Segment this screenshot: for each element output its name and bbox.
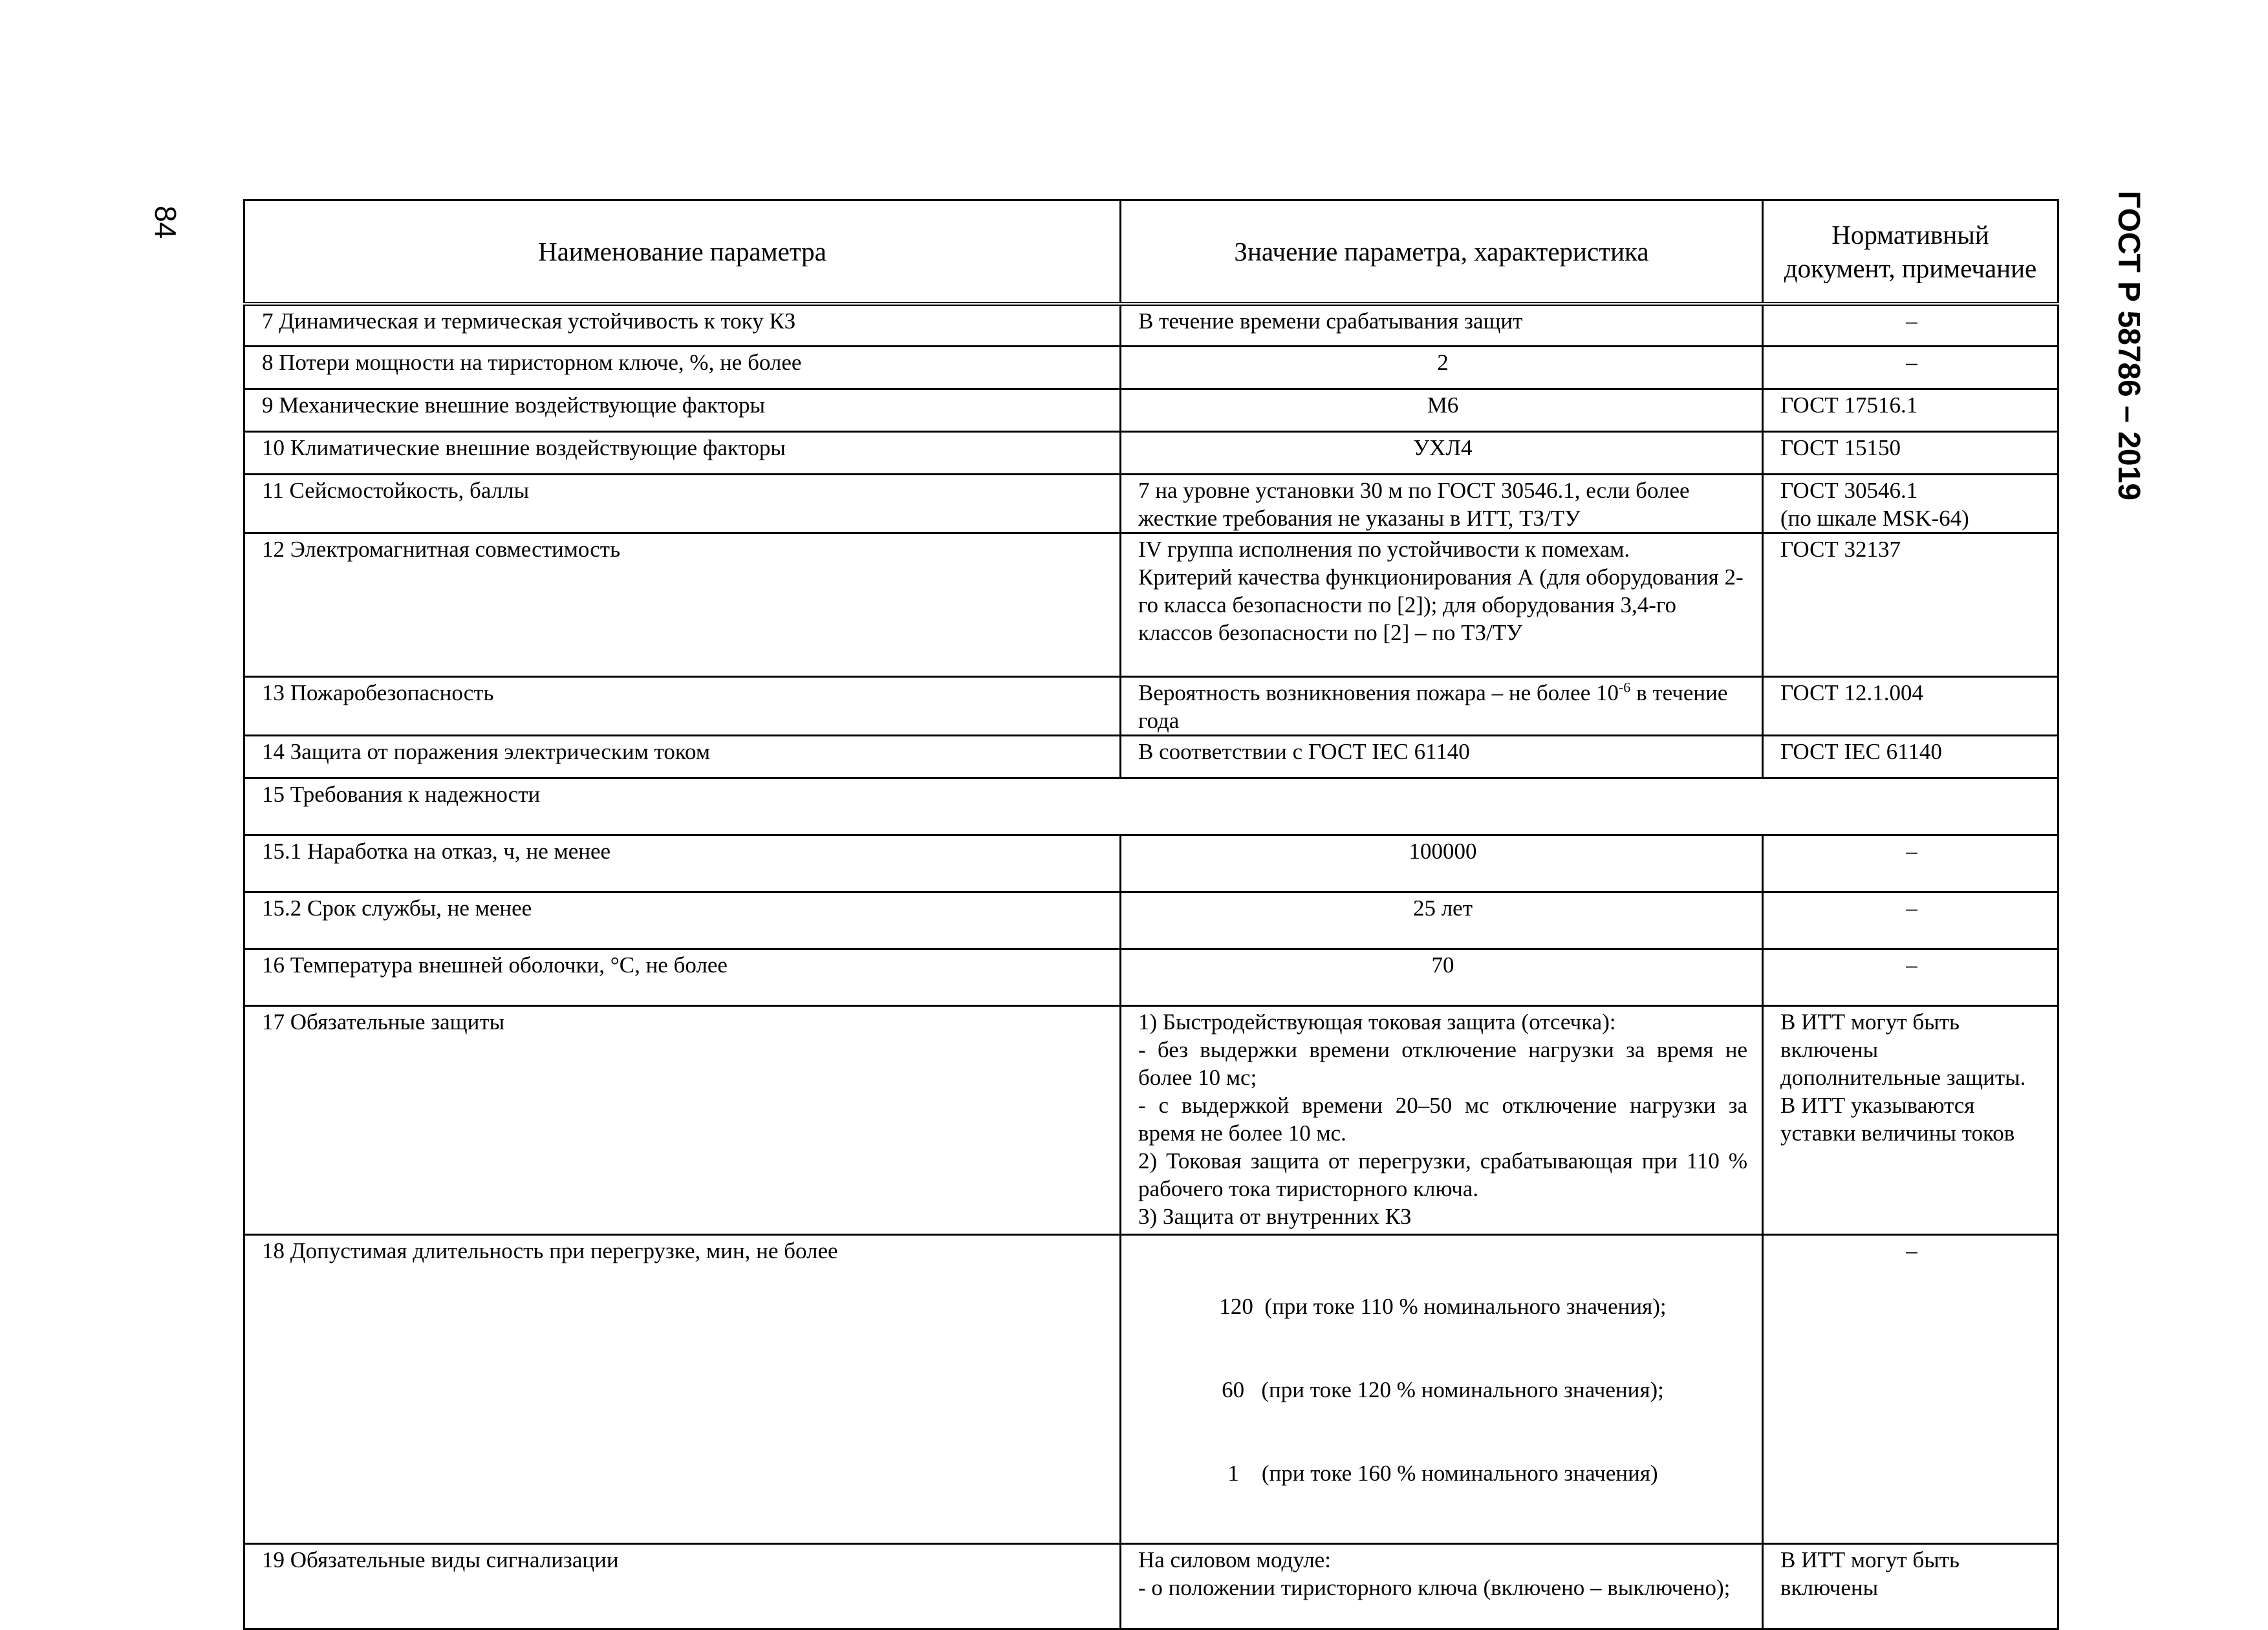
param-value-line: На силовом модуле: bbox=[1138, 1547, 1331, 1572]
param-value: 100000 bbox=[1121, 835, 1763, 892]
param-doc: – bbox=[1763, 835, 2058, 892]
param-doc: ГОСТ 15150 bbox=[1763, 432, 2058, 475]
param-doc-line: (по шкале MSK-64) bbox=[1780, 506, 1969, 531]
param-value: М6 bbox=[1121, 389, 1763, 432]
param-name: 15.1 Наработка на отказ, ч, не менее bbox=[244, 835, 1121, 892]
table-row bbox=[244, 1235, 2058, 1544]
param-doc-line: ГОСТ 30546.1 bbox=[1780, 478, 1918, 503]
param-value bbox=[1121, 533, 1763, 677]
table-row bbox=[244, 736, 2058, 778]
param-value bbox=[1121, 1235, 1763, 1544]
param-value-line: IV группа исполнения по устойчивости к помехам. bbox=[1138, 537, 1630, 562]
param-value: 7 на уровне установки 30 м по ГОСТ 30546.1, если более жесткие требования не указаны в ИТТ, ТЗ/ТУ bbox=[1121, 475, 1763, 533]
table-row bbox=[244, 533, 2058, 677]
param-value-line: 60 (при токе 120 % номинального значения); bbox=[1222, 1377, 1664, 1402]
table-row bbox=[244, 347, 2058, 389]
param-value bbox=[1121, 1006, 1763, 1235]
param-doc: ГОСТ 32137 bbox=[1763, 533, 2058, 677]
param-name: 7 Динамическая и термическая устойчивость к току КЗ bbox=[244, 304, 1121, 347]
param-doc: ГОСТ 17516.1 bbox=[1763, 389, 2058, 432]
table-row bbox=[244, 1544, 2058, 1629]
param-value-line: - без выдержки времени отключение нагрузки за время не более 10 мс; bbox=[1138, 1037, 1747, 1090]
table-section-row bbox=[244, 778, 2058, 835]
param-value bbox=[1121, 677, 1763, 736]
table-row bbox=[244, 475, 2058, 533]
param-doc-line: В ИТТ указываются уставки величины токов bbox=[1780, 1093, 2015, 1146]
param-name: 10 Климатические внешние воздействующие факторы bbox=[244, 432, 1121, 475]
param-value-line: 1 (при токе 160 % номинального значения) bbox=[1227, 1461, 1658, 1486]
header-normative-document: Нормативный документ, примечание bbox=[1763, 200, 2058, 304]
param-value: УХЛ4 bbox=[1121, 432, 1763, 475]
section-title: 15 Требования к надежности bbox=[244, 778, 2058, 835]
param-value-line: 2) Токовая защита от перегрузки, срабатывающая при 110 % рабочего тока тиристорного ключа. bbox=[1138, 1148, 1747, 1201]
param-value-text: в течение года bbox=[1138, 680, 1728, 733]
param-doc: – bbox=[1763, 347, 2058, 389]
param-value-line: - с выдержкой времени 20–50 мс отключение нагрузки за время не более 10 мс. bbox=[1138, 1093, 1747, 1146]
table-row bbox=[244, 304, 2058, 347]
param-doc bbox=[1763, 1006, 2058, 1235]
param-name: 17 Обязательные защиты bbox=[244, 1006, 1121, 1235]
table-row bbox=[244, 677, 2058, 736]
param-name: 18 Допустимая длительность при перегрузке, мин, не более bbox=[244, 1235, 1121, 1544]
param-value-exponent: -6 bbox=[1618, 679, 1631, 696]
param-value: В течение времени срабатывания защит bbox=[1121, 304, 1763, 347]
param-name: 15.2 Срок службы, не менее bbox=[244, 892, 1121, 949]
param-doc: – bbox=[1763, 304, 2058, 347]
param-value-line: 3) Защита от внутренних КЗ bbox=[1138, 1204, 1412, 1229]
page-number: 84 bbox=[149, 206, 182, 239]
document-designation: ГОСТ Р 58786 – 2019 bbox=[2111, 191, 2146, 501]
param-value-line: Критерий качества функционирования А (для оборудования 2-го класса безопасности по [2]); для оборудования 3,4-го классов безопасности по [2] – по ТЗ/ТУ bbox=[1138, 564, 1744, 645]
param-doc: – bbox=[1763, 949, 2058, 1006]
param-value: 70 bbox=[1121, 949, 1763, 1006]
param-value: В соответствии с ГОСТ IEC 61140 bbox=[1121, 736, 1763, 778]
table-row bbox=[244, 949, 2058, 1006]
param-name: 9 Механические внешние воздействующие факторы bbox=[244, 389, 1121, 432]
table-row bbox=[244, 432, 2058, 475]
param-doc: – bbox=[1763, 892, 2058, 949]
table-row bbox=[244, 892, 2058, 949]
param-doc: В ИТТ могут быть включены bbox=[1763, 1544, 2058, 1629]
param-doc: – bbox=[1763, 1235, 2058, 1544]
param-value: 25 лет bbox=[1121, 892, 1763, 949]
param-value-line: 1) Быстродействующая токовая защита (отсечка): bbox=[1138, 1009, 1616, 1035]
param-doc-line: В ИТТ могут быть включены дополнительные защиты. bbox=[1780, 1009, 2026, 1090]
param-name: 14 Защита от поражения электрическим током bbox=[244, 736, 1121, 778]
param-doc: ГОСТ IEC 61140 bbox=[1763, 736, 2058, 778]
parameters-table bbox=[243, 199, 2059, 1630]
param-value-line: 120 (при токе 110 % номинального значения); bbox=[1219, 1294, 1667, 1319]
param-name: 19 Обязательные виды сигнализации bbox=[244, 1544, 1121, 1629]
param-name: 12 Электромагнитная совместимость bbox=[244, 533, 1121, 677]
param-doc bbox=[1763, 475, 2058, 533]
param-name: 8 Потери мощности на тиристорном ключе, %, не более bbox=[244, 347, 1121, 389]
param-value-line: - о положении тиристорного ключа (включено – выключено); bbox=[1138, 1575, 1731, 1600]
table-header-row bbox=[244, 200, 2058, 304]
header-parameter-name: Наименование параметра bbox=[244, 200, 1121, 304]
param-value: 2 bbox=[1121, 347, 1763, 389]
param-doc: ГОСТ 12.1.004 bbox=[1763, 677, 2058, 736]
param-name: 16 Температура внешней оболочки, °С, не более bbox=[244, 949, 1121, 1006]
param-name: 13 Пожаробезопасность bbox=[244, 677, 1121, 736]
param-name: 11 Сейсмостойкость, баллы bbox=[244, 475, 1121, 533]
param-value bbox=[1121, 1544, 1763, 1629]
param-value-text: Вероятность возникновения пожара – не более 10 bbox=[1138, 680, 1619, 705]
table-row bbox=[244, 389, 2058, 432]
header-parameter-value: Значение параметра, характеристика bbox=[1121, 200, 1763, 304]
table-row bbox=[244, 1006, 2058, 1235]
table-row bbox=[244, 835, 2058, 892]
